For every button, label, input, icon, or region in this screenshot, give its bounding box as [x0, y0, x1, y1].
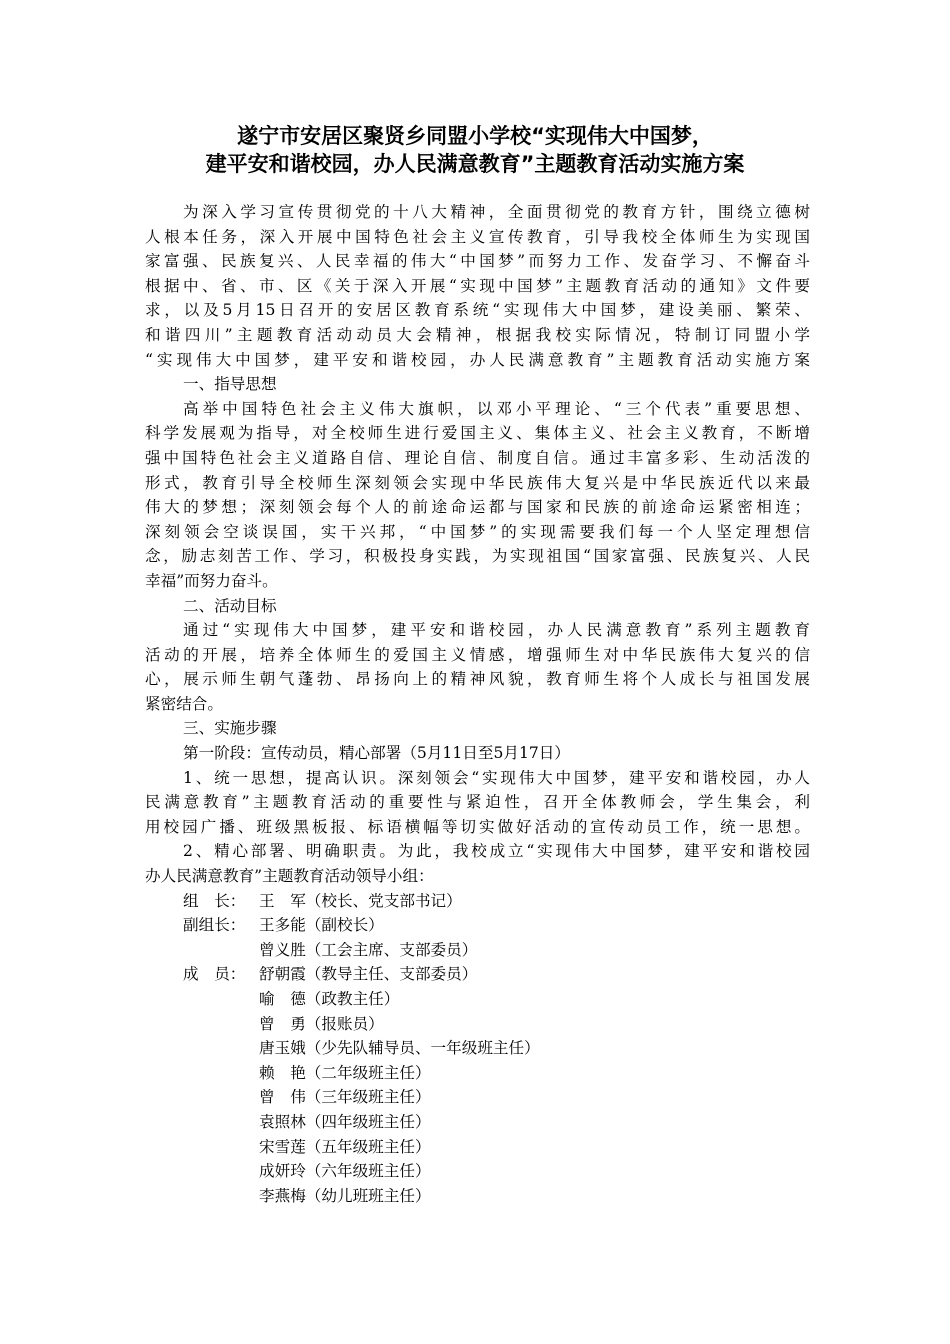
member-row — [145, 1110, 810, 1135]
section1-line: 强中国特色社会主义道路自信、理论自信、制度自信。通过丰富多彩、生动活泼的 — [145, 448, 810, 467]
member-name: 李燕梅（幼儿班班主任） — [259, 1186, 431, 1205]
member-name: 唐玉娥（少先队辅导员、一年级班主任） — [259, 1039, 540, 1058]
item1-line: 用校园广播、班级黑板报、标语横幅等切实做好活动的宣传动员工作，统一思想。 — [145, 817, 810, 836]
member-name: 舒朝霞（教导主任、支部委员） — [259, 965, 478, 984]
intro-line: “实现伟大中国梦，建平安和谐校园，办人民满意教育”主题教育活动实施方案 — [145, 350, 810, 369]
member-name: 王多能（副校长） — [259, 916, 384, 935]
section2-line: 通过“实现伟大中国梦，建平安和谐校园，办人民满意教育”系列主题教育 — [183, 621, 810, 640]
member-row — [145, 1036, 810, 1061]
intro-line: 根据中、省、市、区《关于深入开展“实现中国梦”主题教育活动的通知》文件要 — [145, 276, 810, 295]
intro-line: 人根本任务，深入开展中国特色社会主义宣传教育，引导我校全体师生为实现国 — [145, 227, 810, 246]
member-row — [145, 1159, 810, 1184]
section2-line: 活动的开展，培养全体师生的爱国主义情感，增强师生对中华民族伟大复兴的信 — [145, 645, 810, 664]
intro-line: 为深入学习宣传贯彻党的十八大精神，全面贯彻党的教育方针，围绕立德树 — [183, 203, 810, 221]
item2-line: 2、精心部署、明确职责。为此，我校成立“实现伟大中国梦，建平安和谐校园 — [183, 842, 810, 861]
member-role: 成 员： — [183, 965, 246, 984]
section1-line: 念，励志刻苦工作、学习，积极投身实践，为实现祖国“国家富强、民族复兴、人民 — [145, 547, 810, 566]
intro-line: 求，以及5月15日召开的安居区教育系统“实现伟大中国梦，建设美丽、繁荣、 — [145, 301, 810, 320]
member-row — [145, 938, 810, 963]
member-name: 袁照林（四年级班主任） — [259, 1112, 431, 1131]
member-name: 宋雪莲（五年级班主任） — [259, 1137, 431, 1156]
member-row — [145, 1184, 810, 1209]
item1-line: 民满意教育”主题教育活动的重要性与紧迫性，召开全体教师会，学生集会，利 — [145, 793, 810, 812]
section-heading-activity-goals: 二、活动目标 — [183, 596, 277, 615]
item2-line: 办人民满意教育”主题教育活动领导小组： — [145, 867, 434, 886]
member-name: 喻 德（政教主任） — [259, 990, 400, 1008]
intro-line: 家富强、民族复兴、人民幸福的伟大“中国梦”而努力工作、发奋学习、不懈奋斗 — [145, 252, 810, 271]
member-row — [145, 962, 810, 987]
member-name: 曾 伟（三年级班主任） — [259, 1088, 431, 1107]
section2-line: 心，展示师生朝气蓬勃、昂扬向上的精神风貌，教育师生将个人成长与祖国发展 — [145, 670, 810, 689]
member-name: 曾义胜（工会主席、支部委员） — [259, 940, 478, 959]
section1-line: 高举中国特色社会主义伟大旗帜，以邓小平理论、“三个代表”重要思想、 — [183, 399, 810, 418]
member-row — [145, 913, 810, 938]
member-name: 曾 勇（报账员） — [259, 1014, 384, 1033]
member-row — [145, 1085, 810, 1110]
intro-line: 和谐四川”主题教育活动动员大会精神，根据我校实际情况，特制订同盟小学 — [145, 325, 810, 344]
section1-line: 深刻领会空谈误国，实干兴邦，“中国梦”的实现需要我们每一个人坚定理想信 — [145, 522, 810, 541]
document-title-line-2: 建平安和谐校园，办人民满意教育”主题教育活动实施方案 — [205, 152, 745, 176]
member-name: 成妍玲（六年级班主任） — [259, 1162, 431, 1181]
section1-line: 伟大的梦想；深刻领会每个人的前途命运都与国家和民族的前途命运紧密相连； — [145, 498, 810, 517]
member-row — [145, 1061, 810, 1086]
document-body — [145, 200, 810, 1208]
member-row — [145, 987, 810, 1012]
member-row — [145, 889, 810, 914]
section-heading-implementation-steps: 三、实施步骤 — [183, 719, 277, 738]
section1-line: 幸福”而努力奋斗。 — [145, 571, 278, 590]
section2-line: 紧密结合。 — [145, 694, 223, 713]
item1-line: 1、统一思想，提高认识。深刻领会“实现伟大中国梦，建平安和谐校园，办人 — [183, 768, 810, 787]
document-title-line-1: 遂宁市安居区聚贤乡同盟小学校“实现伟大中国梦， — [237, 124, 713, 148]
section1-line: 科学发展观为指导，对全校师生进行爱国主义、集体主义、社会主义教育，不断增 — [145, 424, 810, 443]
member-role: 组 长： — [183, 891, 246, 910]
section-heading-guiding-thought: 一、指导思想 — [183, 375, 277, 394]
member-role: 副组长： — [183, 916, 246, 935]
section1-line: 形式，教育引导全校师生深刻领会实现中华民族伟大复兴是中华民族近代以来最 — [145, 473, 810, 492]
phase-1-heading: 第一阶段：宣传动员，精心部署（5月11日至5月17日） — [183, 744, 570, 763]
member-row — [145, 1012, 810, 1037]
member-name: 王 军（校长、党支部书记） — [259, 891, 462, 910]
member-name: 赖 艳（二年级班主任） — [259, 1063, 431, 1082]
member-row — [145, 1135, 810, 1160]
